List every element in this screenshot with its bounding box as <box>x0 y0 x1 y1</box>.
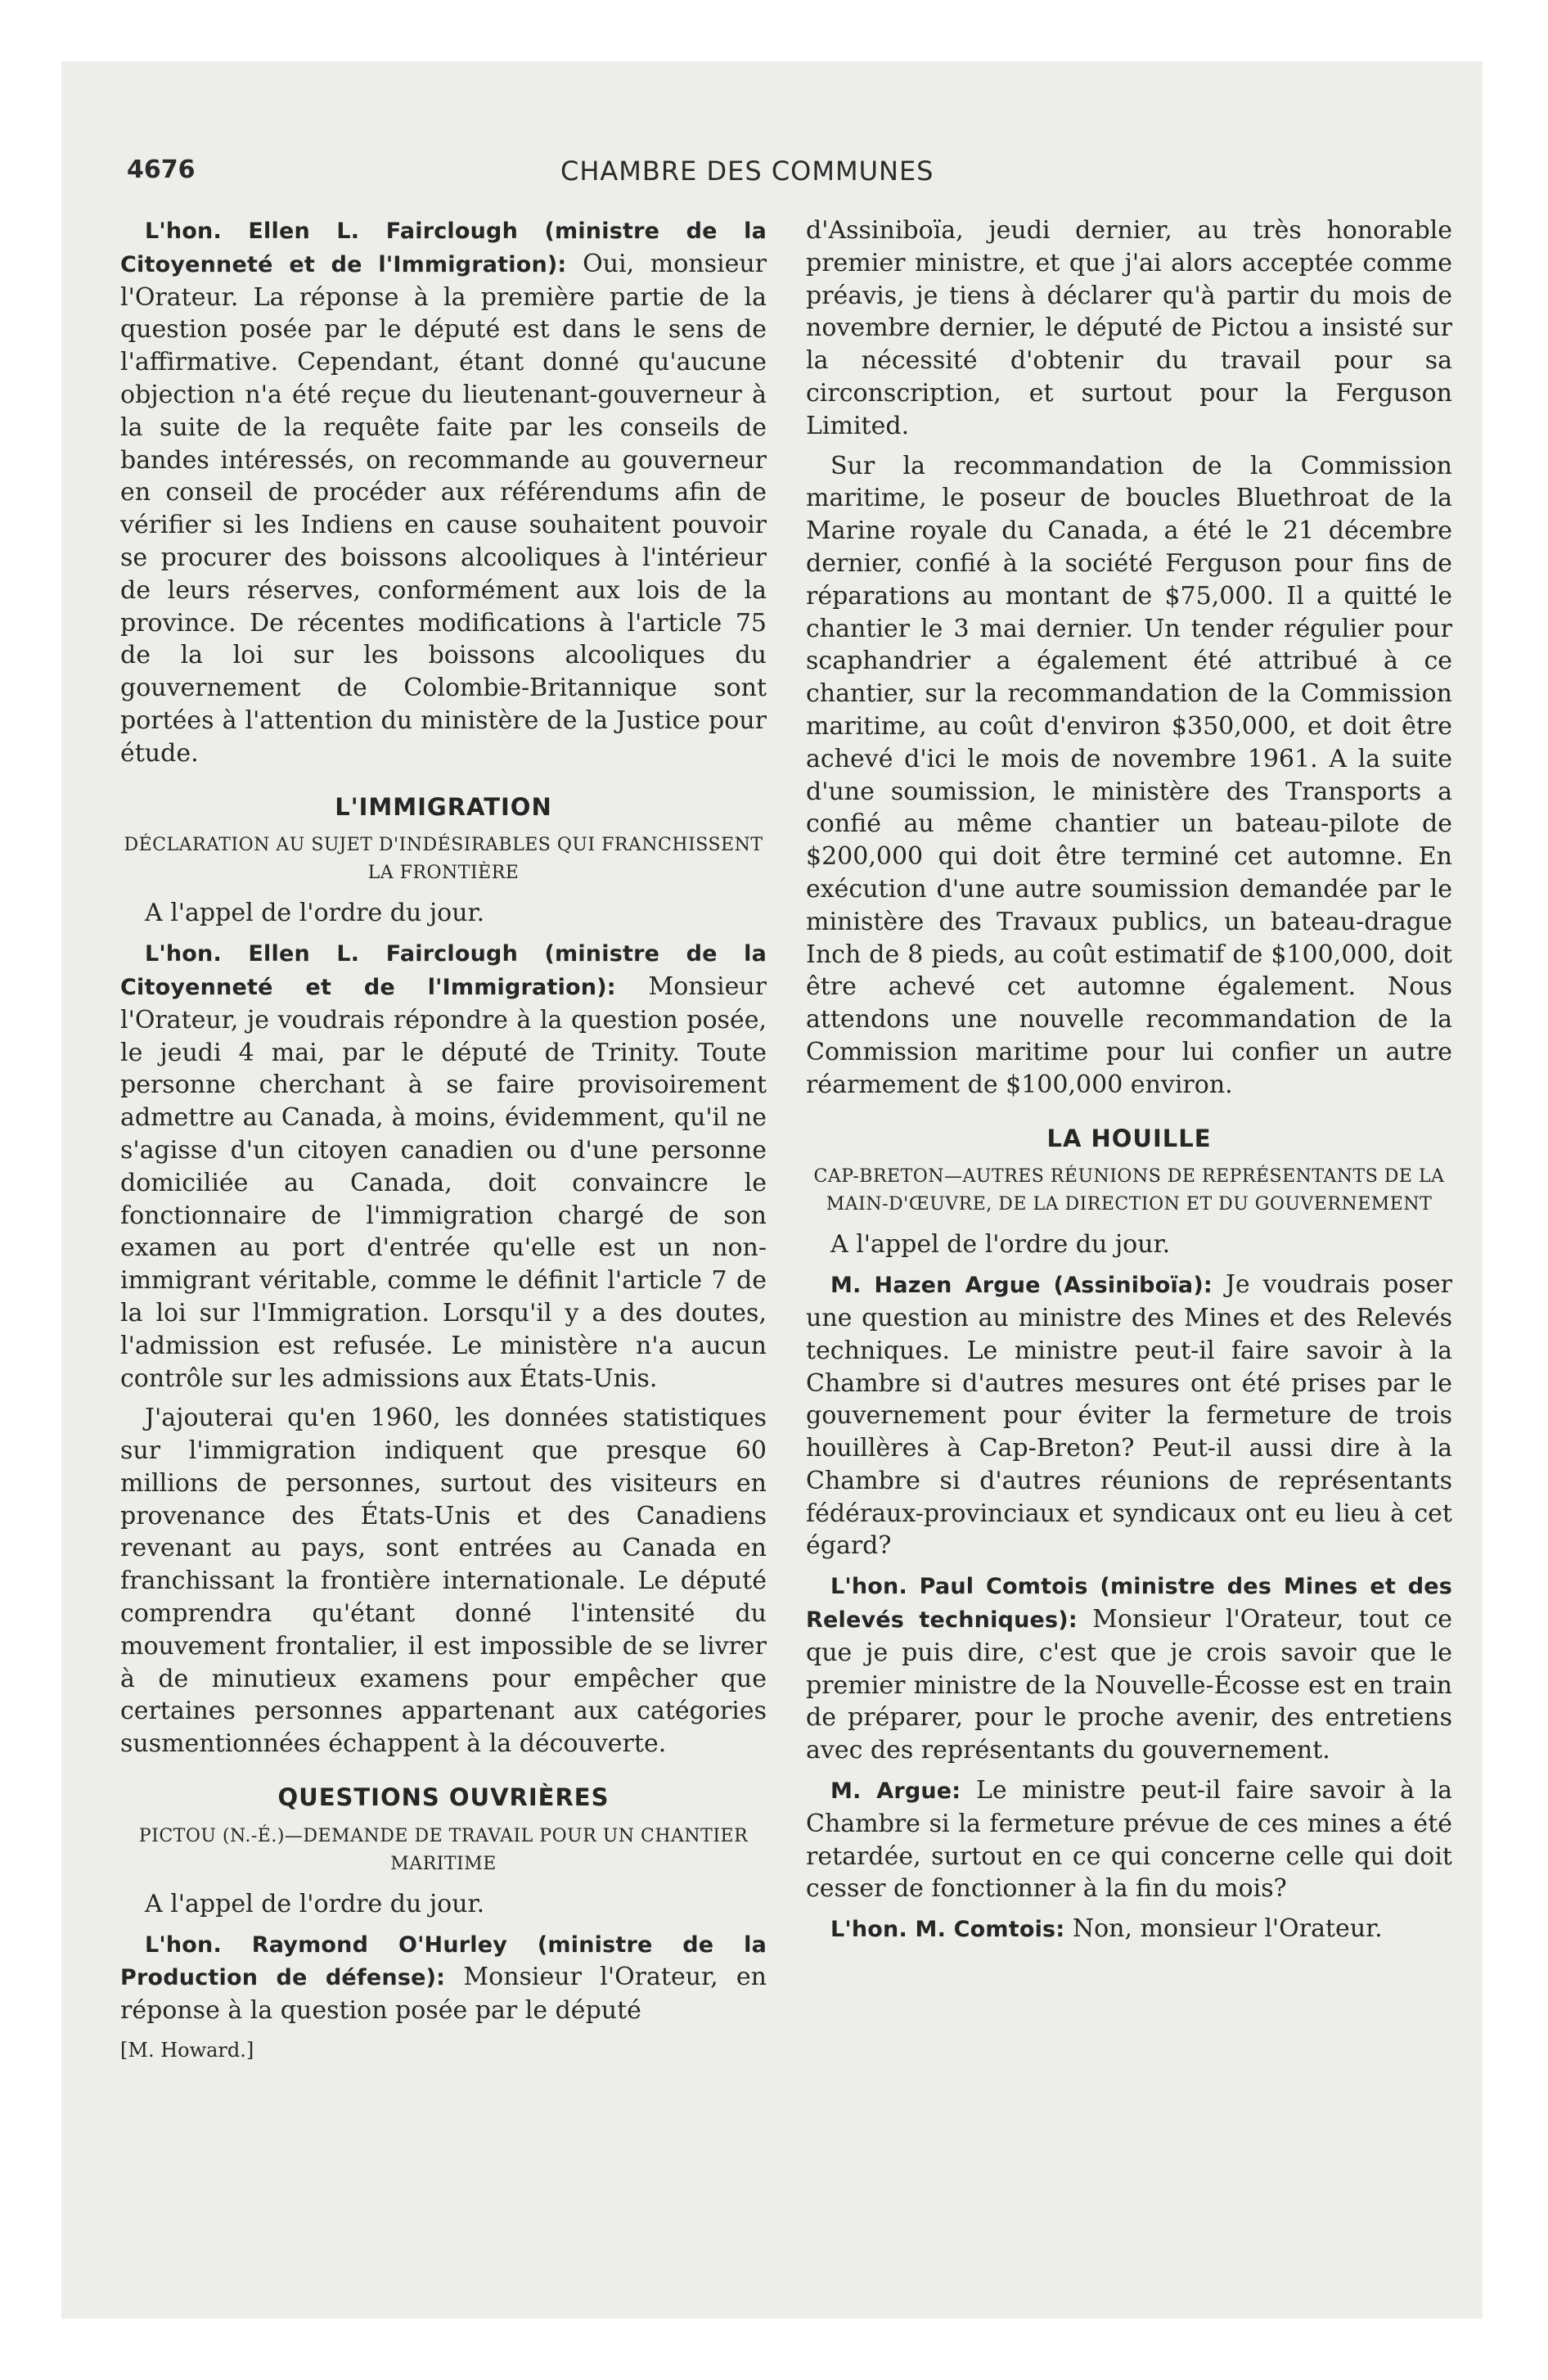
speech-text: Monsieur l'Orateur, tout ce que je puis dire, c'est que je crois savoir que le premier ministre de la Nouvelle-Écosse est en train de préparer, pour le proche avenir, des entretiens avec des représentants du gouvernement. <box>806 1605 1453 1765</box>
section-subheading: CAP-BRETON—AUTRES RÉUNIONS DE REPRÉSENTANTS DE LA MAIN-D'ŒUVRE, DE LA DIRECTION ET DU GOUVERNEMENT <box>813 1166 1445 1215</box>
paragraph: A l'appel de l'ordre du jour. <box>830 1230 1171 1260</box>
section-heading: QUESTIONS OUVRIÈRES <box>277 1783 610 1812</box>
speaker-name: L'hon. Raymond O'Hurley (ministre de la Production de défense): <box>120 1931 767 1991</box>
section-heading: LA HOUILLE <box>1046 1124 1212 1152</box>
speaker-name: M. Hazen Argue (Assiniboïa): <box>830 1273 1213 1299</box>
speech-text: Le ministre peut-il faire savoir à la Chambre si la fermeture prévue de ces mines a été retardée, surtout en ce qui concerne celle qui doit cesser de fonctionner à la fin du mois? <box>806 1776 1452 1904</box>
paragraph <box>120 214 767 770</box>
section-subheading: DÉCLARATION AU SUJET D'INDÉSIRABLES QUI FRANCHISSENT LA FRONTIÈRE <box>124 835 763 884</box>
paragraph: A l'appel de l'ordre du jour. <box>145 899 485 928</box>
right-column <box>806 214 1452 1954</box>
speech-text: Monsieur l'Orateur, en réponse à la question posée par le député <box>120 1963 767 2026</box>
section-subheading: PICTOU (N.-É.)—DEMANDE DE TRAVAIL POUR UN CHANTIER MARITIME <box>138 1825 749 1874</box>
speaker-name: L'hon. Paul Comtois (ministre des Mines et des Relevés techniques): <box>806 1574 1452 1634</box>
speaker-signature: [M. Howard.] <box>120 2039 254 2062</box>
section-heading: L'IMMIGRATION <box>335 792 552 821</box>
paragraph: Sur la recommandation de la Commission maritime, le poseur de boucles Bluethroat de la Marine royale du Canada, a été le 21 décembre dernier, confié à la société Ferguson pour fins de réparations au montant de $75,000. Il a quitté le chantier le 3 mai dernier. Un tender régulier pour scaphandrier a également été attribué à ce chantier, sur la recommandation de la Commission maritime, au coût d'environ $350,000, et doit être achevé d'ici le mois de novembre 1961. A la suite d'une soumission, le ministère des Transports a confié au même chantier un bateau-pilote de $200,000 qui doit être terminé cet automne. En exécution d'une autre soumission demandée par le ministère des Travaux publics, un bateau-drague Inch de 8 pieds, au coût estimatif de $100,000, doit être achevé cet automne également. Nous attendons une nouvelle recommandation de la Commission maritime pour lui confier un autre réarmement de $100,000 environ. <box>806 451 1452 1099</box>
running-head: CHAMBRE DES COMMUNES <box>560 156 934 187</box>
speaker-name: L'hon. M. Comtois: <box>830 1917 1065 1943</box>
paragraph <box>120 937 767 1395</box>
paragraph: d'Assiniboïa, jeudi dernier, au très honorable premier ministre, et que j'ai alors acceptée comme préavis, je tiens à déclarer qu'à partir du mois de novembre dernier, le député de Pictou a insisté sur la nécessité d'obtenir du travail pour sa circonscription, et surtout pour la Ferguson Limited. <box>806 216 1452 440</box>
paragraph <box>120 1928 767 2027</box>
speaker-name: L'hon. Ellen L. Fairclough (ministre de la Citoyenneté et de l'Immigration): <box>120 219 767 277</box>
speech-text: Je voudrais poser une question au ministre des Mines et des Relevés techniques. Le ministre peut-il faire savoir à la Chambre si d'autres mesures ont été prises par le gouvernement pour éviter la fermeture de trois houillères à Cap-Breton? Peut-il aussi dire à la Chambre si d'autres réunions de représentants fédéraux-provinciaux et syndicaux ont eu lieu à cet égard? <box>806 1270 1452 1561</box>
speech-text: Oui, monsieur l'Orateur. La réponse à la première partie de la question posée par le député est dans le sens de l'affirmative. Cependant, étant donné qu'aucune objection n'a été reçue du lieutenant-gouverneur à la suite de la requête faite par les conseils de bandes intéressés, on recommande au gouverneur en conseil de procéder aux référendums afin de vérifier si les Indiens en cause souhaitent pouvoir se procurer des boissons alcooliques à l'intérieur de leurs réserves, conformément aux lois de la province. De récentes modifications à l'article 75 de la loi sur les boissons alcooliques du gouvernement de Colombie-Britannique sont portées à l'attention du ministère de la Justice pour étude. <box>120 249 767 768</box>
paragraph <box>806 1269 1452 1562</box>
paragraph: A l'appel de l'ordre du jour. <box>145 1889 485 1918</box>
speech-text: Monsieur l'Orateur, je voudrais répondre à la question posée, le jeudi 4 mai, par le député de Trinity. Toute personne cherchant à se faire provisoirement admettre au Canada, à moins, évidemment, qu'il ne s'agisse d'un citoyen canadien ou d'une personne domiciliée au Canada, doit convaincre le fonctionnaire de l'immigration chargé de son examen au port d'entrée qu'elle est un non-immigrant véritable, comme le définit l'article 7 de la loi sur l'Immigration. Lorsqu'il y a des doutes, l'admission est refusée. Le ministère n'a aucun contrôle sur les admissions aux États-Unis. <box>120 971 767 1393</box>
paragraph <box>806 1570 1452 1767</box>
paragraph: J'ajouterai qu'en 1960, les données statistiques sur l'immigration indiquent que presque 60 millions de personnes, surtout des visiteurs en provenance des États-Unis et des Canadiens revenant au pays, sont entrées au Canada en franchissant la frontière internationale. Le député comprendra qu'étant donné l'intensité du mouvement frontalier, il est impossible de se livrer à de minutieux examens pour empêcher que certaines personnes appartenant aux catégories susmentionnées échappent à la découverte. <box>120 1404 767 1759</box>
left-column <box>120 214 767 2067</box>
paragraph <box>806 1913 1452 1946</box>
paragraph <box>806 1774 1452 1905</box>
speech-text: Non, monsieur l'Orateur. <box>1064 1914 1383 1944</box>
page-header <box>127 156 1420 196</box>
page-number: 4676 <box>127 156 196 184</box>
speaker-name: M. Argue: <box>830 1778 961 1805</box>
speaker-name: L'hon. Ellen L. Fairclough (ministre de la Citoyenneté et de l'Immigration): <box>120 941 767 1000</box>
